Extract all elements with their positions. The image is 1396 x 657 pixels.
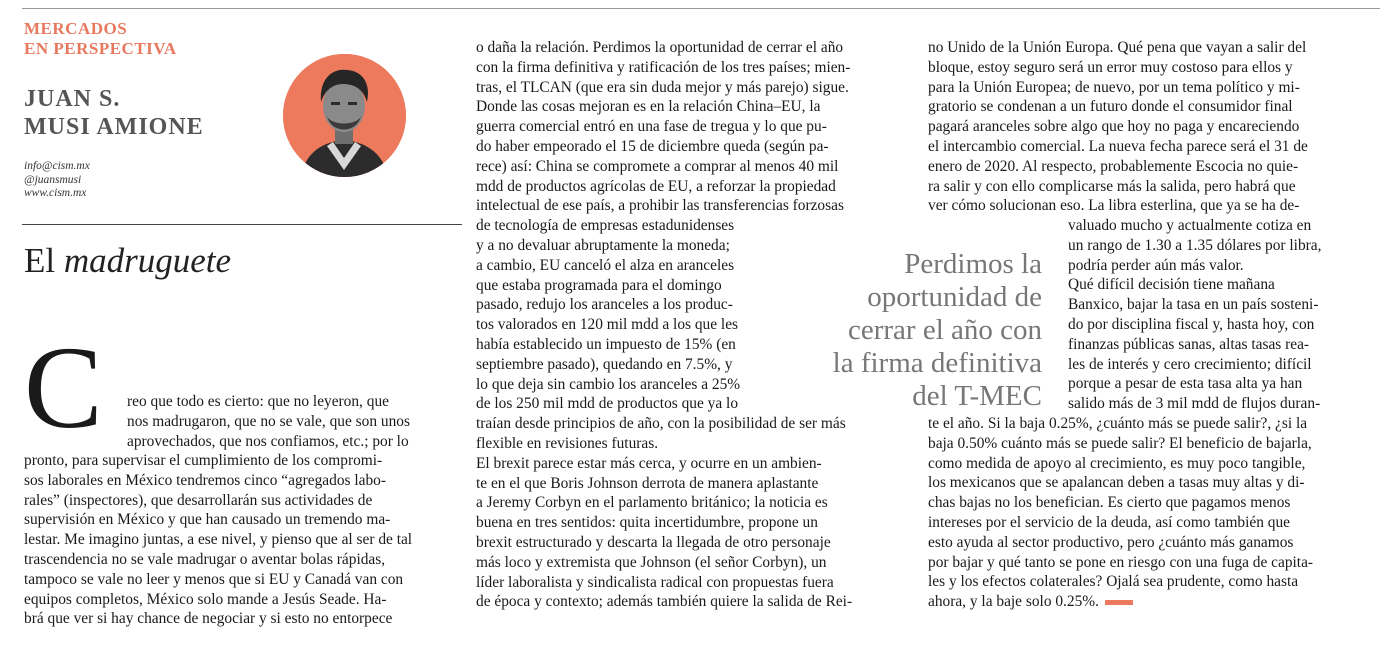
contact-handle[interactable]: @juansmusi (24, 173, 82, 186)
pull-quote-line: del T-MEC (912, 380, 1042, 412)
text-line: como medida de apoyo al crecimiento, es muy poco tangible, (928, 454, 1306, 472)
text-line: les de interés y cero crecimiento; difícil (1068, 355, 1312, 373)
text-line: brá que ver si hay chance de negociar y si esto no entorpece (24, 610, 393, 628)
text-line (928, 592, 1313, 612)
author-line-2: MUSI AMIONE (24, 114, 204, 140)
column-3-top (928, 38, 1308, 216)
pull-quote-line: oportunidad de (867, 281, 1042, 313)
text-line: pasado, redujo los aranceles a los produc- (476, 296, 733, 314)
section-line-1: MERCADOS (24, 19, 128, 38)
author-name (24, 85, 204, 141)
text-line: Qué difícil decisión tiene mañana (1068, 276, 1275, 294)
text-line: pagará aranceles sobre algo que hoy no paga y encareciendo (928, 118, 1300, 136)
text-line: y a no devaluar abruptamente la moneda; (476, 236, 730, 254)
contact-website[interactable]: www.cism.mx (24, 187, 87, 199)
text-line: rece) así: China se compromete a comprar al menos 40 mil (476, 157, 839, 175)
text-line: a cambio, EU canceló el alza en aranceles (476, 256, 735, 274)
text-line: do por disciplina fiscal y, hasta hoy, con (1068, 315, 1315, 333)
text-line: para la Unión Europea; de nuevo, por un tema político y mi- (928, 78, 1300, 96)
text-line: porque a pesar de esta tasa alta ya han (1068, 375, 1303, 393)
text-line: El brexit parece estar más cerca, y ocurre en un ambien- (476, 454, 822, 472)
text-line: había establecido un impuesto de 15% (en (476, 335, 736, 353)
text-line: pronto, para supervisar el cumplimiento de los compromi- (24, 452, 383, 469)
author-portrait-icon (283, 54, 406, 177)
text-line: te en el que Boris Johnson derrota de manera aplastante (476, 474, 819, 492)
final-line: les y los efectos colaterales? Ojalá sea prudente, como hasta (928, 573, 1299, 591)
text-line: guerra comercial entró en una fase de tregua y lo que pu- (476, 118, 827, 136)
text-line: traían desde principios de año, con la posibilidad de ser más (476, 415, 846, 433)
text-line: baja 0.50% cuánto más se puede salir? El beneficio de bajarla, (928, 434, 1312, 452)
text-line: Donde las cosas mejoran es en la relación China–EU, la (476, 98, 821, 116)
text-line: podría perder aún más valor. (1068, 256, 1244, 274)
text-line: trascendencia no se vale madrugar o aventar bolas rápidas, (24, 550, 386, 568)
pull-quote (818, 248, 1042, 413)
text-line: intelectual de ese país, a prohibir las transferencias forzosas (476, 197, 844, 215)
text-line: enero de 2020. Al respecto, probablemente Escocia no quie- (928, 157, 1299, 175)
text-line: tras, el TLCAN (que era sin duda mejor y más parejo) sigue. (476, 78, 849, 96)
author-contacts (24, 160, 90, 201)
text-line: bloque, estoy seguro será un error muy costoso para ellos y (928, 58, 1293, 76)
text-line: lo que deja sin cambio los aranceles a 25% (476, 375, 741, 393)
article-headline (24, 240, 231, 282)
text-line: tampoco se vale no leer y menos que si EU y Canadá van con (24, 570, 404, 588)
text-line: que estaba programada para el domingo (476, 276, 722, 294)
pull-quote-line: Perdimos la (904, 248, 1042, 280)
text-line: el intercambio comercial. La nueva fecha parece será el 31 de (928, 137, 1308, 155)
text-line: nos madrugaron, que no se vale, que son unos (127, 412, 410, 430)
text-line: de tecnología de empresas estadunidenses (476, 217, 735, 235)
section-kicker (24, 19, 177, 59)
top-rule (22, 8, 1380, 9)
text-line: chas bajas no los benefician. Es cierto que pagamos menos (928, 494, 1291, 512)
text-line: septiembre pasado), quedando en 7.5%, y (476, 355, 733, 373)
text-line: sos laborales en México tendremos cinco “agregados labo- (24, 471, 386, 489)
text-line: por bajar y qué tanto se pone en riesgo con una fuga de capita- (928, 553, 1314, 571)
column-2-body (476, 38, 852, 612)
text-line: equipos completos, México solo mande a Jesús Seade. Ha- (24, 590, 387, 608)
end-mark-icon (1105, 600, 1133, 605)
text-line: un rango de 1.30 a 1.35 dólares por libra, (1068, 236, 1322, 254)
author-line-1: JUAN S. (24, 86, 121, 112)
text-line: rales” (inspectores), que desarrollarán sus actividades de (24, 491, 373, 509)
text-line: reo que todo es cierto: que no leyeron, que (127, 393, 389, 410)
text-line: te el año. Si la baja 0.25%, ¿cuánto más se puede salir?, ¿si la (928, 415, 1308, 432)
text-line: gratorio se condenan a un futuro donde el consumidor final (928, 98, 1293, 116)
headline-emphasis: madruguete (63, 241, 232, 280)
pull-quote-line: la firma definitiva (832, 347, 1042, 379)
text-line: a Jeremy Corbyn en el parlamento británico; la noticia es (476, 494, 828, 512)
text-line: ver cómo solucionan eso. La libra esterlina, que ya se ha de- (928, 197, 1300, 215)
column-1-body (24, 451, 412, 629)
text-line: tos valorados en 120 mil mdd a los que les (476, 316, 739, 334)
text-line: supervisión en México y que han causado un tremendo ma- (24, 511, 391, 529)
text-line: brexit estructurado y descarta la llegada de otro personaje (476, 533, 831, 551)
text-line: más loco y extremista que Johnson (el señor Corbyn), un (476, 553, 827, 571)
closing-line: ahora, y la baje solo 0.25%. (928, 593, 1099, 611)
text-line: los mexicanos que se apalancan deben a tasas muy altas y di- (928, 474, 1305, 492)
text-line: de época y contexto; además también quiere la salida de Rei- (476, 593, 853, 611)
drop-cap: C (24, 322, 103, 453)
text-line: lestar. Me imagino juntas, a ese nivel, y pienso que al ser de tal (24, 531, 413, 549)
text-line: con la firma definitiva y ratificación de los tres países; mien- (476, 58, 851, 76)
text-line: flexible en revisiones futuras. (476, 434, 659, 452)
header-divider (22, 224, 462, 225)
text-line: salido más de 3 mil mdd de flujos duran- (1068, 395, 1321, 413)
column-3-wrap (1068, 216, 1321, 414)
headline-prefix: El (24, 241, 64, 280)
column-3-bottom (928, 414, 1313, 612)
text-line: mdd de productos agrícolas de EU, a reforzar la propiedad (476, 177, 836, 195)
text-line: líder laboralista y sindicalista radical con propuestas fuera (476, 573, 834, 591)
section-line-2: EN PERSPECTIVA (24, 39, 177, 58)
text-line: o daña la relación. Perdimos la oportunidad de cerrar el año (476, 39, 844, 56)
text-line: finanzas públicas sanas, altas tasas rea- (1068, 335, 1310, 353)
text-line: do haber empeorado el 15 de diciembre queda (según pa- (476, 137, 829, 155)
author-photo (283, 54, 406, 177)
text-line: no Unido de la Unión Europa. Qué pena que vayan a salir del (928, 39, 1307, 56)
text-line: intereses por el servicio de la deuda, así como también que (928, 513, 1290, 531)
text-line: valuado mucho y actualmente cotiza en (1068, 217, 1312, 234)
column-1-indented (127, 392, 410, 451)
pull-quote-line: cerrar el año con (847, 314, 1042, 346)
text-line: aprovechados, que nos confiamos, etc.; por lo (127, 432, 409, 450)
text-line: Banxico, bajar la tasa en un país sosteni- (1068, 296, 1319, 314)
text-line: esto ayuda al sector productivo, pero ¿cuánto más ganamos (928, 533, 1294, 551)
contact-email[interactable]: info@cism.mx (24, 160, 90, 172)
text-line: buena en tres sentidos: quita incertidumbre, propone un (476, 514, 818, 532)
text-line: ra salir y con ello complicarse más la salida, pero habrá que (928, 177, 1296, 195)
text-line (928, 572, 1313, 592)
text-line: de los 250 mil mdd de productos que ya lo (476, 395, 739, 413)
